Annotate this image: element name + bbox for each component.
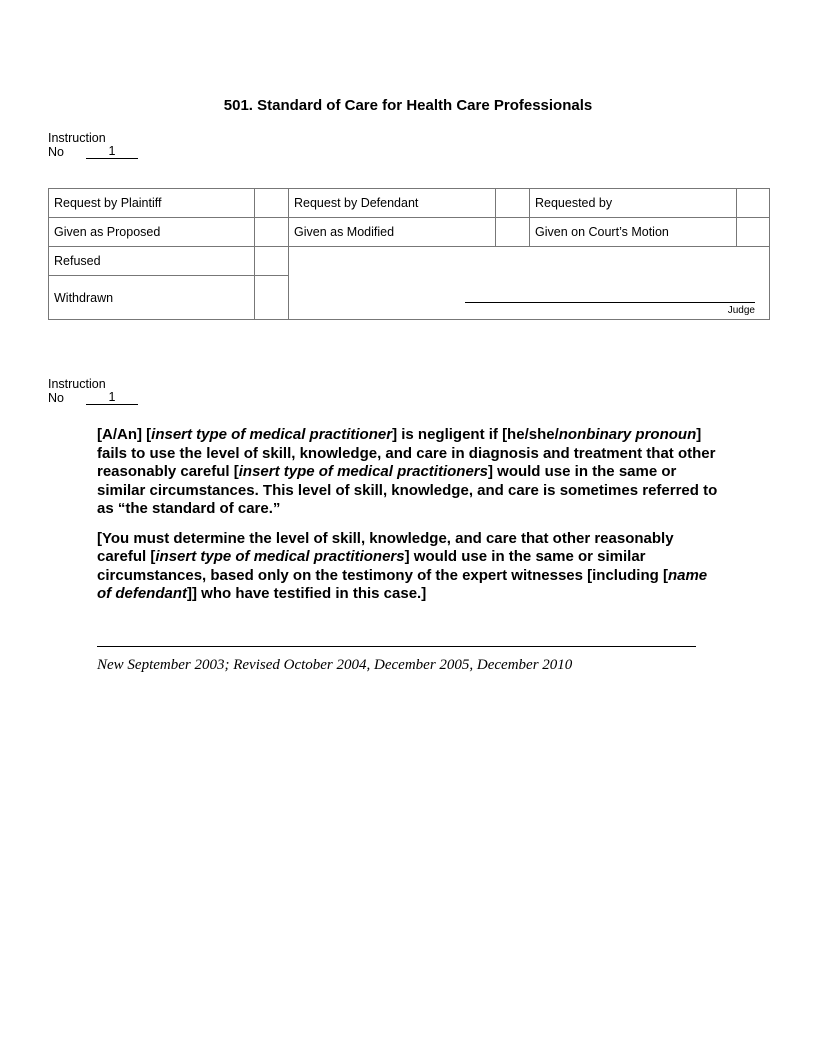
judge-label: Judge [727,305,755,316]
given-on-courts-motion-checkbox[interactable] [737,218,770,247]
instruction-no-value: 1 [86,145,138,159]
instruction-label: Instruction [48,131,106,145]
given-as-modified-checkbox[interactable] [496,218,530,247]
given-as-modified-label: Given as Modified [289,218,496,247]
given-as-proposed-label: Given as Proposed [49,218,255,247]
given-as-proposed-checkbox[interactable] [255,218,289,247]
instruction-disposition-table [48,188,770,320]
revision-history: New September 2003; Revised October 2004, December 2005, December 2010 [97,657,573,673]
instruction-label: Instruction [48,377,106,391]
withdrawn-label: Withdrawn [49,276,255,320]
request-by-defendant-label: Request by Defendant [289,189,496,218]
request-by-plaintiff-label: Request by Plaintiff [49,189,255,218]
request-by-defendant-checkbox[interactable] [496,189,530,218]
judge-signature-line[interactable] [465,302,755,303]
judge-signature-area [289,247,770,320]
instruction-number-block-2 [48,377,138,405]
instruction-body [97,426,722,615]
instruction-paragraph-2: [You must determine the level of skill, knowledge, and care that other reasonably careful [insert type of medical practitioners] would use in the same or similar circumstances, based only on the testimony of the expert witnesses [including [name of defendant]] who have testified in this case.] [97,529,708,602]
instruction-no-label: No [48,145,64,159]
given-on-courts-motion-label: Given on Court’s Motion [530,218,737,247]
requested-by-checkbox[interactable] [737,189,770,218]
withdrawn-checkbox[interactable] [255,276,289,320]
instruction-number-block [48,131,138,159]
refused-checkbox[interactable] [255,247,289,276]
refused-label: Refused [49,247,255,276]
request-by-plaintiff-checkbox[interactable] [255,189,289,218]
instruction-paragraph-1: [A/An] [insert type of medical practitioner] is negligent if [he/she/nonbinary pronoun] fails to use the level of skill, knowledge, and care in diagnosis and treatment that other reasonably careful [insert type of medical practitioners] would use in the same or similar circumstances. This level of skill, knowledge, and care is sometimes referred to as “the standard of care.” [97,426,718,517]
instruction-no-value: 1 [86,391,138,405]
page-title: 501. Standard of Care for Health Care Professionals [223,97,593,114]
requested-by-label: Requested by [530,189,737,218]
instruction-no-label: No [48,391,64,405]
divider [97,646,696,647]
